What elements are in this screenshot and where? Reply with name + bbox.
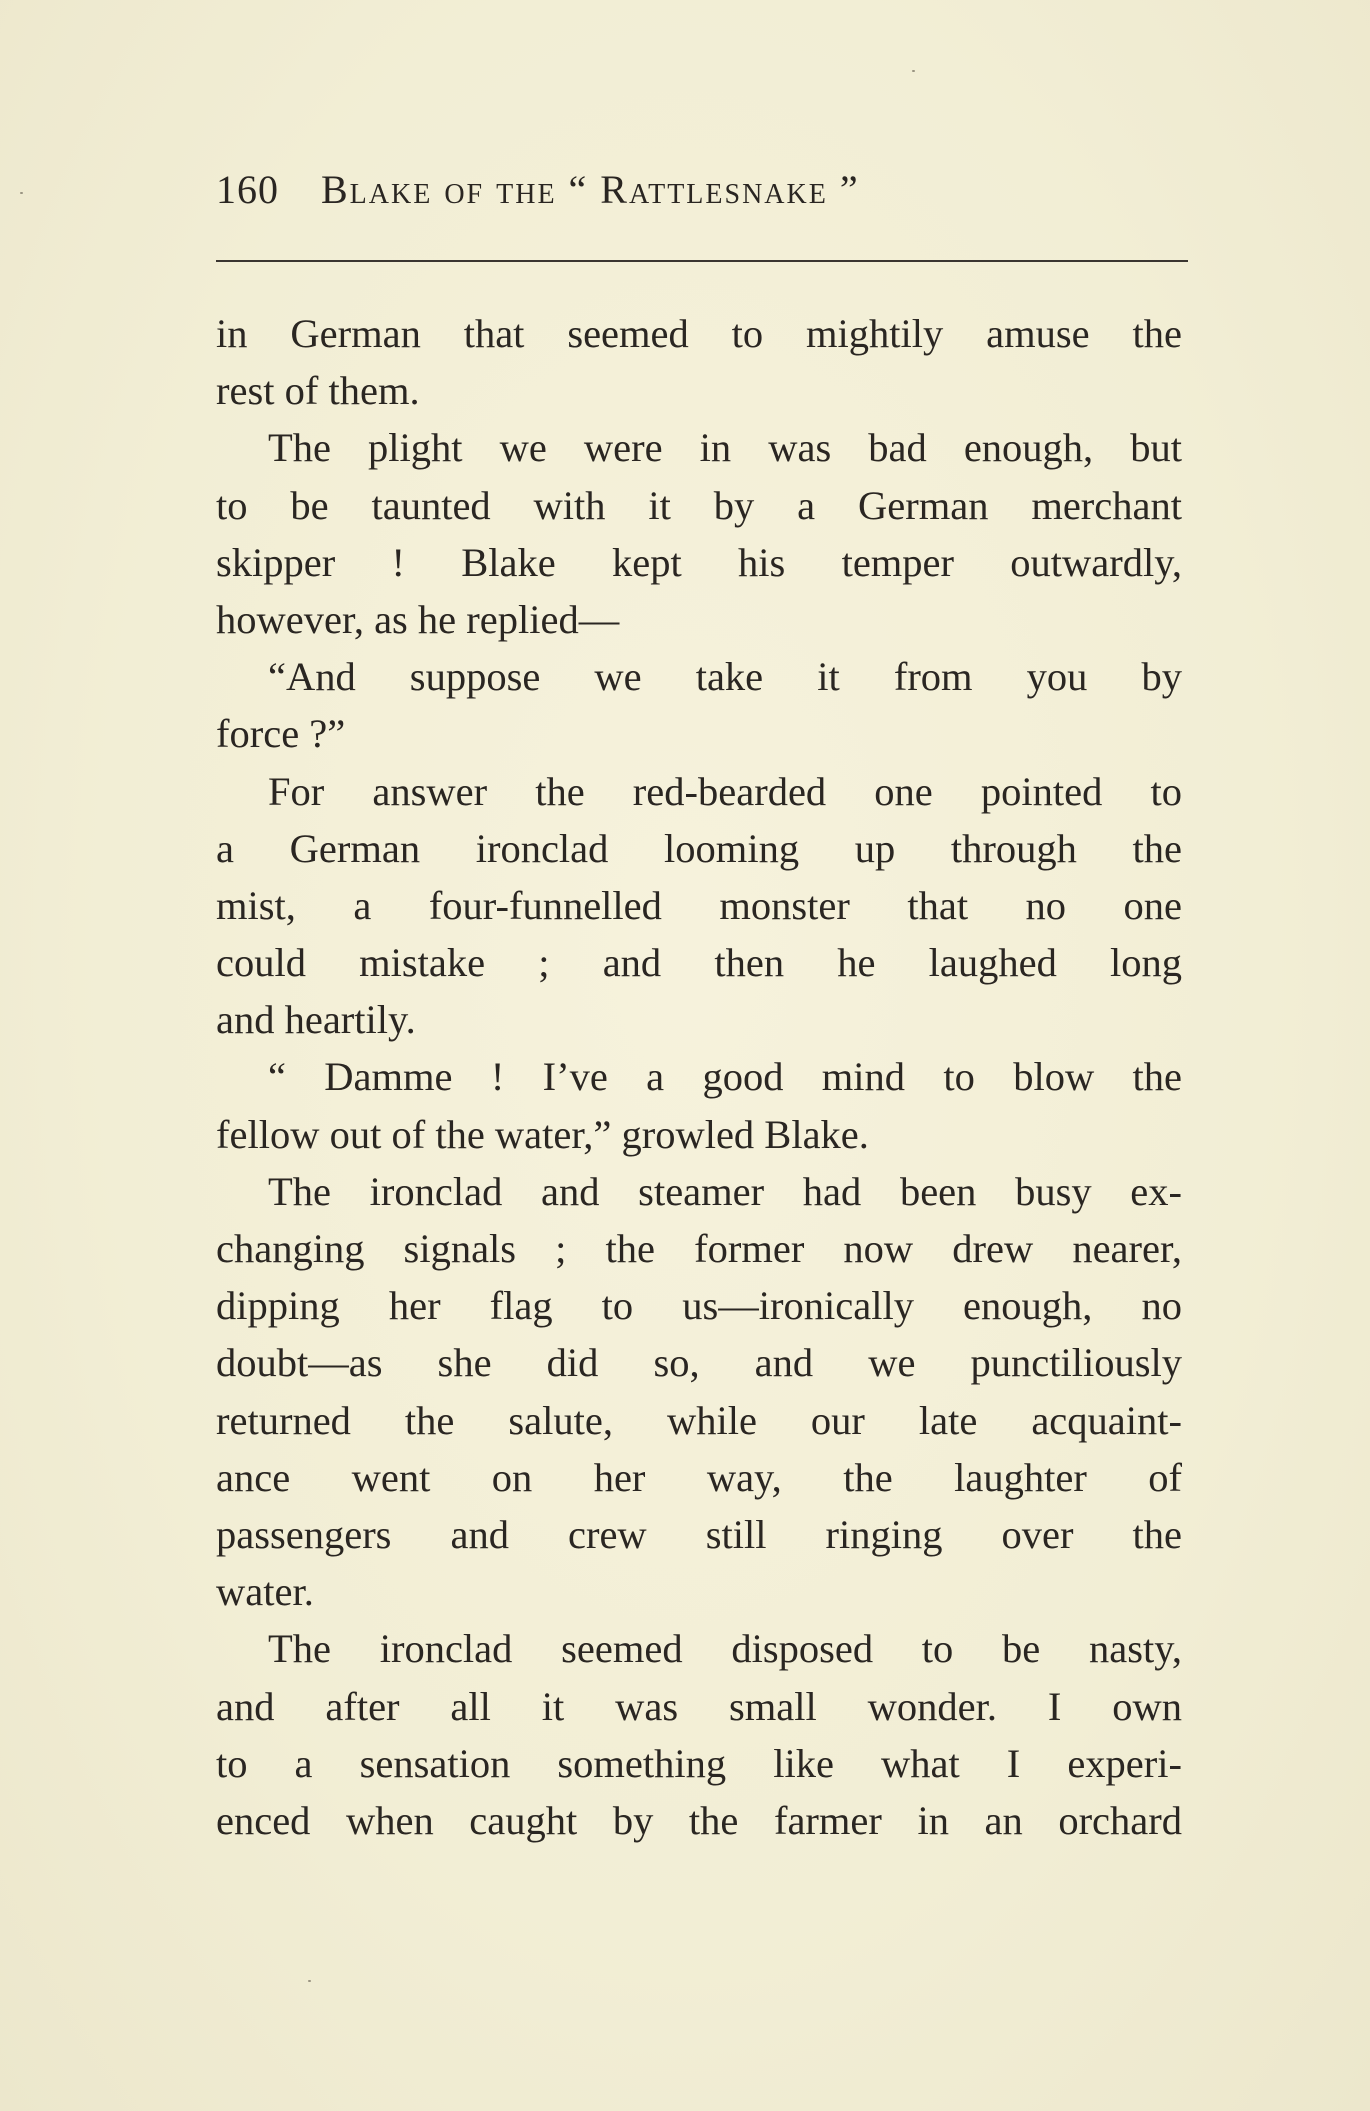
text-line: ance went on her way, the laughter of bbox=[216, 1454, 1182, 1500]
text-line: force ?” bbox=[216, 711, 346, 757]
page-number: 160 bbox=[216, 167, 279, 212]
text-line: water. bbox=[216, 1569, 314, 1615]
text-line: dipping her flag to us—ironically enough, no bbox=[216, 1283, 1182, 1329]
text-line: The plight we were in was bad enough, but bbox=[268, 425, 1182, 471]
text-line: a German ironclad looming up through the bbox=[216, 825, 1182, 871]
text-line: “And suppose we take it from you by bbox=[268, 654, 1182, 700]
text-line: skipper ! Blake kept his temper outwardly, bbox=[216, 539, 1182, 585]
text-line: and heartily. bbox=[216, 997, 416, 1043]
text-line: returned the salute, while our late acquaint- bbox=[216, 1397, 1182, 1443]
paper-speck bbox=[308, 1980, 311, 1982]
text-line: could mistake ; and then he laughed long bbox=[216, 940, 1182, 986]
text-line: changing signals ; the former now drew nearer, bbox=[216, 1226, 1182, 1271]
paper-speck bbox=[912, 70, 915, 72]
text-line: passengers and crew still ringing over the bbox=[216, 1511, 1182, 1557]
text-line: enced when caught by the farmer in an orchard bbox=[216, 1797, 1182, 1843]
text-line: doubt—as she did so, and we punctiliously bbox=[216, 1340, 1182, 1386]
text-line: and after all it was small wonder. I own bbox=[216, 1683, 1182, 1729]
text-line: fellow out of the water,” growled Blake. bbox=[216, 1111, 869, 1157]
text-line: in German that seemed to mightily amuse the bbox=[216, 311, 1182, 356]
text-line: to a sensation something like what I experi- bbox=[216, 1740, 1182, 1786]
text-line: mist, a four-funnelled monster that no one bbox=[216, 882, 1182, 928]
header-rule bbox=[216, 260, 1188, 262]
text-line: The ironclad and steamer had been busy ex- bbox=[268, 1168, 1182, 1214]
paper-speck bbox=[20, 192, 23, 194]
text-line: to be taunted with it by a German merchant bbox=[216, 482, 1182, 528]
text-line: “ Damme ! I’ve a good mind to blow the bbox=[268, 1054, 1182, 1100]
text-line: The ironclad seemed disposed to be nasty, bbox=[268, 1626, 1182, 1672]
body-text bbox=[216, 305, 1182, 1849]
running-title: Blake of the “ Rattlesnake ” bbox=[321, 167, 860, 212]
running-head bbox=[216, 165, 1186, 215]
text-line: rest of them. bbox=[216, 368, 420, 414]
text-line: For answer the red-bearded one pointed to bbox=[268, 768, 1182, 814]
text-line: however, as he replied— bbox=[216, 596, 620, 642]
